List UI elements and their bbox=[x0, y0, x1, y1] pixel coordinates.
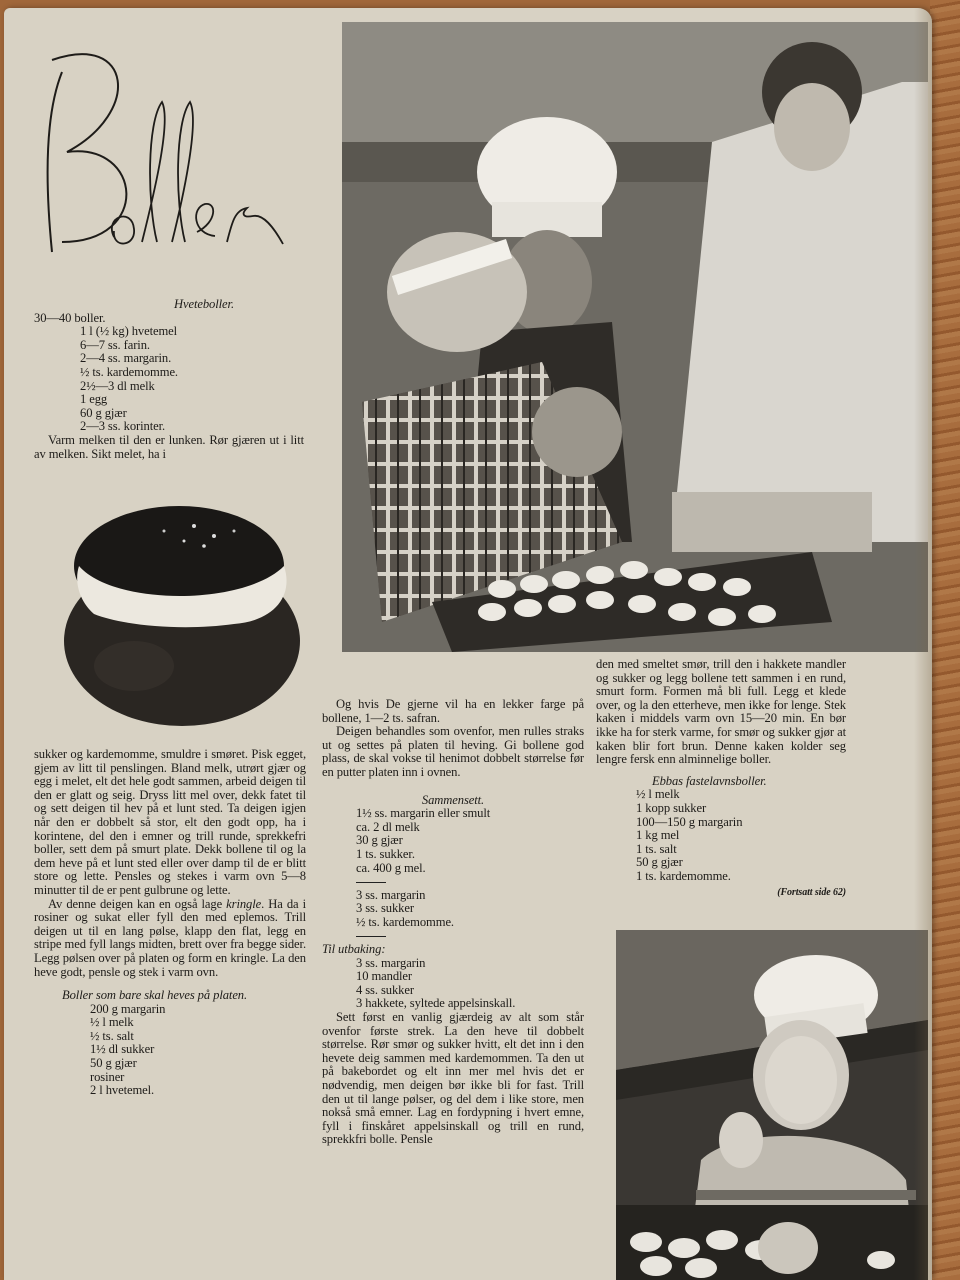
ebbas-ingredients bbox=[636, 788, 846, 883]
ingredient: 3 ss. margarin bbox=[356, 887, 426, 902]
column-two bbox=[322, 698, 584, 1147]
ingredient: 4 ss. sukker bbox=[356, 982, 414, 997]
separator-line bbox=[356, 882, 386, 883]
ingredient: ca. 2 dl melk bbox=[356, 819, 420, 834]
hveteboller-method bbox=[34, 748, 306, 1098]
ingredient: 200 g margarin bbox=[90, 1001, 166, 1016]
hveteboller-heading: Hveteboller. bbox=[174, 297, 234, 311]
ingredient: 1 kg mel bbox=[636, 828, 680, 843]
ingredient: ½ ts. kardemomme. bbox=[356, 914, 454, 929]
separator-line bbox=[356, 936, 386, 937]
sammensett-method: Sett først en vanlig gjærdeig av alt som står ovenfor første strek. La den heve til dobbelt størrelse. Rør smør og sukker hvitt, elt det inn i den hevete deig sammen med kardemommen. Ta den ut på bakebordet og elt inn mer mel hvis det er nødvendig, men deigen bør ikke bli for fast. Trill den ut til lange pølser, og del dem i like store, men nokså små emner. Lag en fordypning i hvert emne, fyll i finskåret appelsinskall og trill en rund, sprekkfri bolle. Pensle bbox=[322, 1010, 584, 1147]
bun-photo bbox=[44, 496, 314, 736]
child-photo bbox=[616, 930, 928, 1280]
kitchen-photo bbox=[342, 22, 928, 652]
ingredient: ½ ts. kardemomme. bbox=[80, 364, 178, 379]
kringle-pre: Av denne deigen kan en også lage bbox=[48, 896, 227, 911]
ingredient: 10 mandler bbox=[356, 969, 413, 984]
utbaking-heading: Til utbaking: bbox=[322, 942, 386, 957]
title-lettering bbox=[22, 42, 302, 272]
wood-table-background bbox=[930, 0, 960, 1280]
hveteboller-yield: 30—40 boller. bbox=[34, 310, 106, 325]
ingredient: ½ l melk bbox=[90, 1015, 134, 1030]
ingredient: 1 ts. sukker. bbox=[356, 846, 415, 861]
ingredient: ½ l melk bbox=[636, 787, 680, 802]
sammensett-heading: Sammensett. bbox=[421, 792, 485, 807]
ingredient: 3 ss. margarin bbox=[356, 955, 426, 970]
platen-ingredients bbox=[90, 1003, 306, 1098]
ingredient: 3 ss. sukker bbox=[356, 901, 414, 916]
ingredient: 1 egg bbox=[80, 392, 108, 407]
kringle-word: kringle bbox=[226, 896, 262, 911]
ingredient: ca. 400 g mel. bbox=[356, 860, 426, 875]
column-three bbox=[596, 658, 846, 899]
ingredient: 1 kopp sukker bbox=[636, 800, 707, 815]
continued-note: (Fortsatt side 62) bbox=[777, 886, 846, 898]
hveteboller-method-text: sukker og kardemomme, smuldre i smøret. Pisk egget, gjem av litt til penslingen. Bland melk, utrørt gjær og egg i melet, elt det hele godt sammen, arbeid deigen til den er glatt og seig. Dryss litt mel over, dekk fatet til og sett deigen til hev på et lunt sted. Ta deigen igjen når den er dobbelt så stor, elt den godt opp, ha i korintene, del den i emner og trill runde, sprekkefri boller, sett dem på smurt plate. Dekk bollene til og la dem heve på et lunt sted eller over damp til de er blitt store og lette. Pensles og stekes i varm ovn 5—8 minutter til de er pent gulbrune og lette. bbox=[34, 747, 306, 897]
ingredient: 2 l hvetemel. bbox=[90, 1083, 155, 1098]
magazine-page bbox=[4, 8, 932, 1280]
hveteboller-intro: Varm melken til den er lunken. Rør gjæren ut i litt av melken. Sikt melet, ha i bbox=[34, 432, 304, 461]
kringle-text bbox=[34, 898, 306, 980]
ingredient: rosiner bbox=[90, 1069, 125, 1084]
saffron-note: Og hvis De gjerne vil ha en lekker farge på bollene, 1—2 ts. safran. bbox=[322, 697, 584, 725]
ingredient: 50 g gjær bbox=[636, 855, 683, 870]
ingredient: 30 g gjær bbox=[356, 833, 403, 848]
ingredient: 1½ ss. margarin eller smult bbox=[356, 806, 491, 821]
ingredient: 1½ dl sukker bbox=[90, 1042, 155, 1057]
hveteboller-ingredients bbox=[80, 325, 304, 434]
sammensett-group1 bbox=[356, 807, 584, 943]
deigen-text: Deigen behandles som ovenfor, men rulles straks ut og settes på platen til heving. Gi bollene god plass, de skal vokse til henimot dobbelt størrelse før en putter platen inn i ovnen. bbox=[322, 724, 584, 779]
ingredient: 1 l (½ kg) hvetemel bbox=[80, 324, 178, 339]
utbaking-ingredients bbox=[356, 957, 584, 1011]
col3-text: den med smeltet smør, trill den i hakkete mandler og sukker og legg bollene tett sammen i en rund, smurt form. Formen må bli full. Legg et klede over, og la den etterheve, men ikke for lenge. Stek kaken i middels varm ovn 15—20 min. En bør ikke ha for sterk varme, for smør og sukker gjør at kaken blir fort brun. Denne kaken kolder seg lengre fersk enn alminnelige boller. bbox=[596, 657, 846, 767]
ingredient: 50 g gjær bbox=[90, 1056, 137, 1071]
ingredient: 100—150 g margarin bbox=[636, 814, 743, 829]
platen-heading: Boller som bare skal heves på platen. bbox=[62, 988, 248, 1003]
ingredient: 60 g gjær bbox=[80, 405, 127, 420]
ingredient: 6—7 ss. farin. bbox=[80, 337, 150, 352]
ingredient: 2½—3 dl melk bbox=[80, 378, 155, 393]
ingredient: 3 hakkete, syltede appelsinskall. bbox=[356, 996, 516, 1011]
ingredient: ½ ts. salt bbox=[90, 1028, 134, 1043]
ingredient: 2—4 ss. margarin. bbox=[80, 351, 172, 366]
ebbas-heading: Ebbas fastelavnsboller. bbox=[652, 773, 767, 788]
ingredient: 2—3 ss. korinter. bbox=[80, 419, 166, 434]
ingredient: 1 ts. kardemomme. bbox=[636, 868, 731, 883]
kringle-post: . Ha da i rosiner og sukat eller fyll den med eplemos. Trill deigen ut til en lang pølse, klapp den flat, legg en stripe med fyll langs midten, brett over fra begge sider. Legg pølsen over på platen og form en kringle. La den heve godt, pensle og stek i varm ovn. bbox=[34, 896, 307, 979]
hveteboller-recipe bbox=[34, 298, 304, 461]
ingredient: 1 ts. salt bbox=[636, 841, 677, 856]
